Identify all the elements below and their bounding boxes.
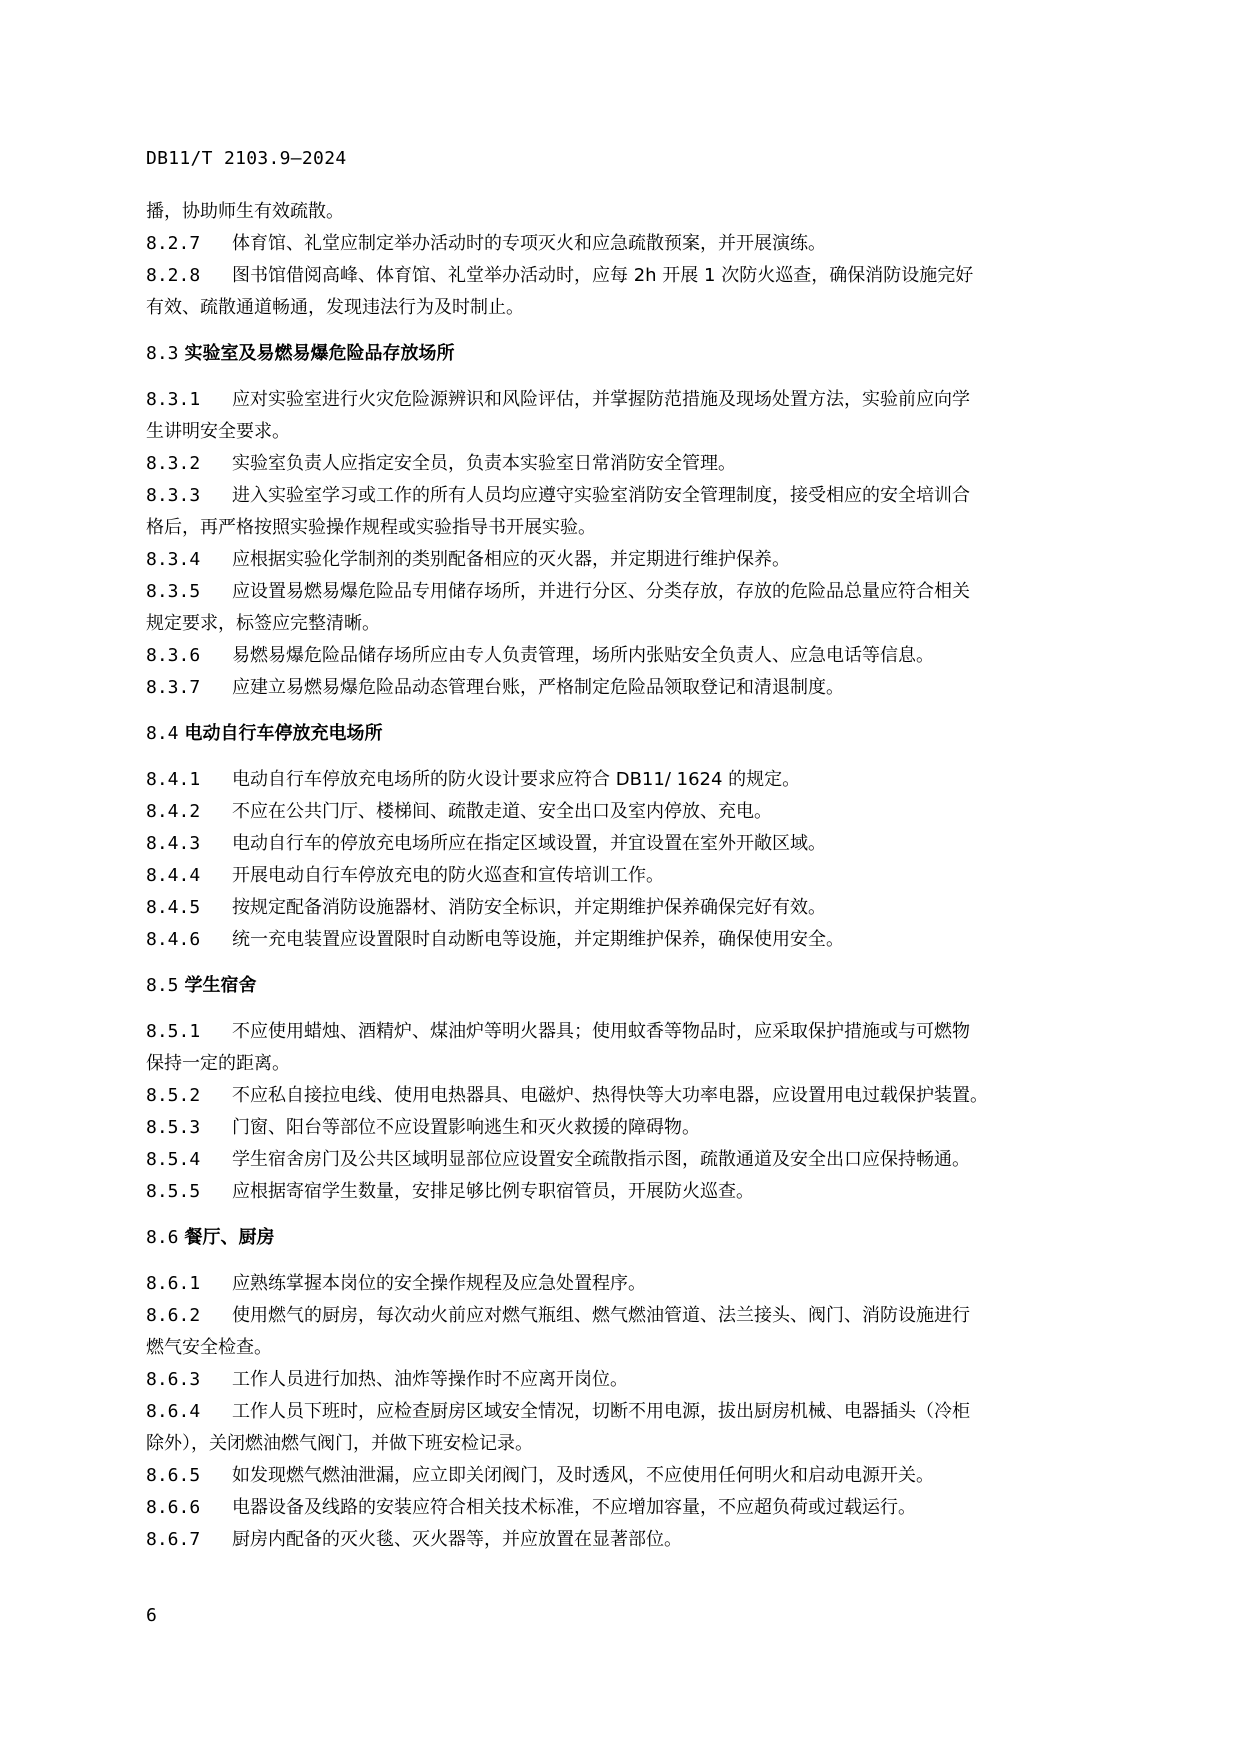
clause-text: 使用燃气的厨房，每次动火前应对燃气瓶组、燃气燃油管道、法兰接头、阀门、消防设施进行 [232, 1305, 970, 1326]
clause-8-4-4 [146, 860, 1118, 892]
clause-number: 8.5.3 [146, 1117, 201, 1138]
clause-8-5-4 [146, 1144, 1118, 1176]
clause-number: 8.5.4 [146, 1149, 201, 1170]
clause-number: 8.5.2 [146, 1085, 201, 1106]
clause-8-2-8 [146, 260, 1118, 292]
clause-text: 图书馆借阅高峰、体育馆、礼堂举办活动时，应每 2h 开展 1 次防火巡查，确保消防设施完好 [232, 265, 974, 286]
clause-number: 8.6.1 [146, 1273, 201, 1294]
section-title: 实验室及易燃易爆危险品存放场所 [184, 343, 455, 364]
clause-8-6-5 [146, 1460, 1118, 1492]
clause-text: 实验室负责人应指定安全员，负责本实验室日常消防安全管理。 [232, 453, 736, 474]
clause-number: 8.4.4 [146, 865, 201, 886]
clause-8-4-6 [146, 924, 1118, 956]
page-number: 6 [146, 1605, 157, 1626]
clause-continuation: 除外），关闭燃油燃气阀门，并做下班安检记录。 [146, 1433, 533, 1454]
clause-number: 8.3.2 [146, 453, 201, 474]
clause-number: 8.4.5 [146, 897, 201, 918]
clause-text: 应对实验室进行火灾危险源辨识和风险评估，并掌握防范措施及现场处置方法，实验前应向学 [232, 389, 970, 410]
clause-number: 8.6.6 [146, 1497, 201, 1518]
clause-number: 8.6.7 [146, 1529, 201, 1550]
clause-text: 应熟练掌握本岗位的安全操作规程及应急处置程序。 [232, 1273, 646, 1294]
clause-8-3-2 [146, 448, 1118, 480]
clause-text: 应根据实验化学制剂的类别配备相应的灭火器，并定期进行维护保养。 [232, 549, 790, 570]
clause-continuation: 生讲明安全要求。 [146, 421, 290, 442]
clause-text: 电动自行车停放充电场所的防火设计要求应符合 DB11/ 1624 的规定。 [232, 769, 801, 790]
clause-number: 8.5.1 [146, 1021, 201, 1042]
clause-8-5-2 [146, 1080, 1118, 1112]
clause-8-3-4 [146, 544, 1118, 576]
section-title: 电动自行车停放充电场所 [184, 723, 383, 744]
section-number: 8.5 [146, 975, 179, 996]
clause-continuation: 保持一定的距离。 [146, 1053, 290, 1074]
clause-8-3-1 [146, 384, 1118, 416]
clause-continuation: 有效、疏散通道畅通，发现违法行为及时制止。 [146, 297, 524, 318]
clause-text: 不应私自接拉电线、使用电热器具、电磁炉、热得快等大功率电器，应设置用电过载保护装置。 [232, 1085, 988, 1106]
clause-text: 工作人员下班时，应检查厨房区域安全情况，切断不用电源，拔出厨房机械、电器插头（冷柜 [232, 1401, 970, 1422]
clause-8-4-5 [146, 892, 1118, 924]
clause-number: 8.5.5 [146, 1181, 201, 1202]
clause-8-4-3 [146, 828, 1118, 860]
clause-number: 8.4.3 [146, 833, 201, 854]
clause-text: 如发现燃气燃油泄漏，应立即关闭阀门，及时透风，不应使用任何明火和启动电源开关。 [232, 1465, 934, 1486]
clause-number: 8.2.7 [146, 233, 201, 254]
clause-number: 8.3.7 [146, 677, 201, 698]
clause-text: 应设置易燃易爆危险品专用储存场所，并进行分区、分类存放，存放的危险品总量应符合相关 [232, 581, 970, 602]
clause-8-6-4 [146, 1396, 1118, 1428]
clause-number: 8.4.2 [146, 801, 201, 822]
section-heading-8-5 [146, 970, 1118, 1002]
clause-number: 8.3.3 [146, 485, 201, 506]
clause-text: 不应在公共门厅、楼梯间、疏散走道、安全出口及室内停放、充电。 [232, 801, 772, 822]
clause-text: 开展电动自行车停放充电的防火巡查和宣传培训工作。 [232, 865, 664, 886]
clause-number: 8.3.1 [146, 389, 201, 410]
clause-8-3-5 [146, 576, 1118, 608]
clause-number: 8.6.3 [146, 1369, 201, 1390]
clause-8-6-3 [146, 1364, 1118, 1396]
clause-number: 8.6.5 [146, 1465, 201, 1486]
section-heading-8-6 [146, 1222, 1118, 1254]
section-heading-8-3 [146, 338, 1118, 370]
clause-8-6-6 [146, 1492, 1118, 1524]
paragraph-line: 播，协助师生有效疏散。 [146, 201, 344, 222]
clause-text: 体育馆、礼堂应制定举办活动时的专项灭火和应急疏散预案，并开展演练。 [232, 233, 826, 254]
clause-number: 8.3.6 [146, 645, 201, 666]
clause-text: 电动自行车的停放充电场所应在指定区域设置，并宜设置在室外开敞区域。 [232, 833, 826, 854]
clause-text: 不应使用蜡烛、酒精炉、煤油炉等明火器具；使用蚊香等物品时，应采取保护措施或与可燃物 [232, 1021, 970, 1042]
clause-8-6-2 [146, 1300, 1118, 1332]
clause-text: 统一充电装置应设置限时自动断电等设施，并定期维护保养，确保使用安全。 [232, 929, 844, 950]
section-heading-8-4 [146, 718, 1118, 750]
document-code: DB11/T 2103.9—2024 [146, 148, 347, 169]
clause-8-3-7 [146, 672, 1118, 704]
clause-8-6-7 [146, 1524, 1118, 1556]
clause-number: 8.6.2 [146, 1305, 201, 1326]
clause-8-3-3 [146, 480, 1118, 512]
section-number: 8.6 [146, 1227, 179, 1248]
section-title: 餐厅、厨房 [184, 1227, 275, 1248]
document-body [146, 196, 1118, 1556]
clause-number: 8.2.8 [146, 265, 201, 286]
clause-8-5-1 [146, 1016, 1118, 1048]
clause-text: 易燃易爆危险品储存场所应由专人负责管理，场所内张贴安全负责人、应急电话等信息。 [232, 645, 934, 666]
clause-text: 应建立易燃易爆危险品动态管理台账，严格制定危险品领取登记和清退制度。 [232, 677, 844, 698]
clause-number: 8.3.4 [146, 549, 201, 570]
clause-number: 8.3.5 [146, 581, 201, 602]
clause-8-5-3 [146, 1112, 1118, 1144]
clause-text: 厨房内配备的灭火毯、灭火器等，并应放置在显著部位。 [232, 1529, 682, 1550]
clause-number: 8.6.4 [146, 1401, 201, 1422]
section-number: 8.3 [146, 343, 179, 364]
clause-number: 8.4.6 [146, 929, 201, 950]
section-number: 8.4 [146, 723, 179, 744]
clause-text: 进入实验室学习或工作的所有人员均应遵守实验室消防安全管理制度，接受相应的安全培训合 [232, 485, 970, 506]
clause-continuation: 燃气安全检查。 [146, 1337, 272, 1358]
clause-8-3-6 [146, 640, 1118, 672]
clause-text: 学生宿舍房门及公共区域明显部位应设置安全疏散指示图，疏散通道及安全出口应保持畅通。 [232, 1149, 970, 1170]
clause-continuation: 格后，再严格按照实验操作规程或实验指导书开展实验。 [146, 517, 596, 538]
clause-text: 按规定配备消防设施器材、消防安全标识，并定期维护保养确保完好有效。 [232, 897, 826, 918]
clause-8-5-5 [146, 1176, 1118, 1208]
clause-8-2-7 [146, 228, 1118, 260]
clause-text: 门窗、阳台等部位不应设置影响逃生和灭火救援的障碍物。 [232, 1117, 700, 1138]
clause-text: 电器设备及线路的安装应符合相关技术标准，不应增加容量，不应超负荷或过载运行。 [232, 1497, 916, 1518]
clause-8-4-2 [146, 796, 1118, 828]
section-title: 学生宿舍 [184, 975, 257, 996]
clause-8-4-1 [146, 764, 1118, 796]
clause-text: 应根据寄宿学生数量，安排足够比例专职宿管员，开展防火巡查。 [232, 1181, 754, 1202]
clause-number: 8.4.1 [146, 769, 201, 790]
clause-8-6-1 [146, 1268, 1118, 1300]
clause-continuation: 规定要求，标签应完整清晰。 [146, 613, 380, 634]
clause-text: 工作人员进行加热、油炸等操作时不应离开岗位。 [232, 1369, 628, 1390]
